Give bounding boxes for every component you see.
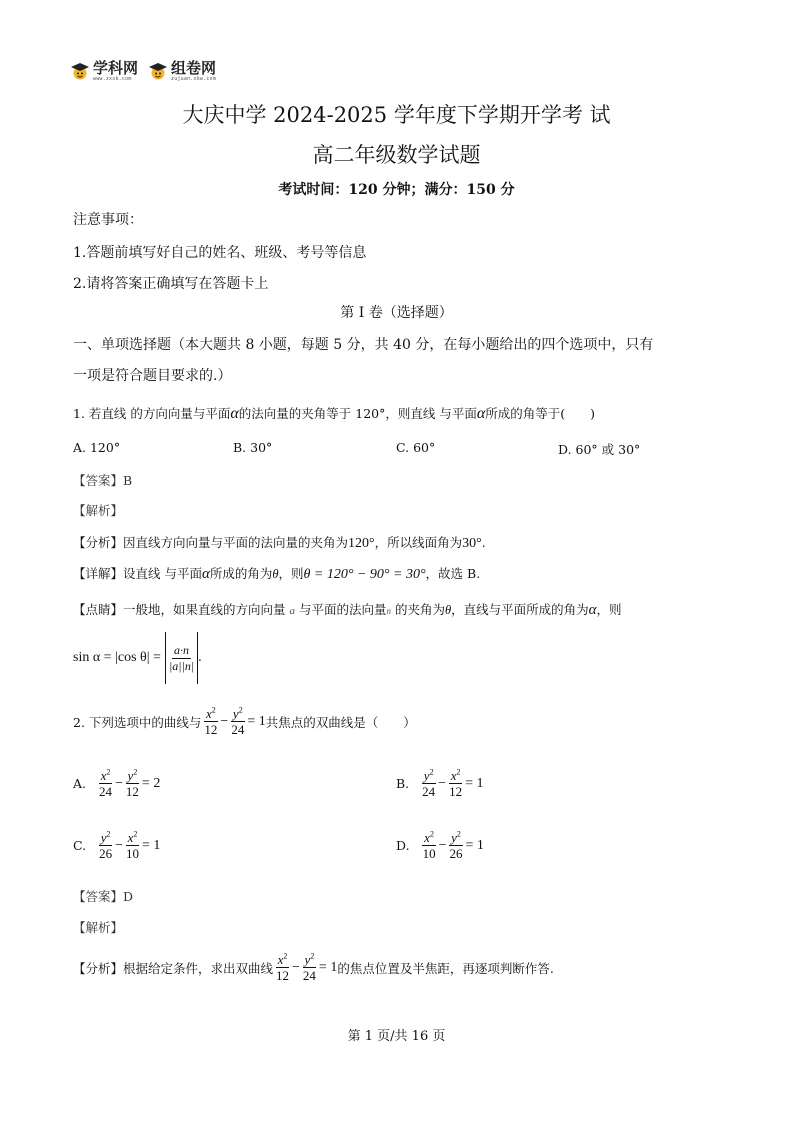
q1-xiangjie-part: 【详解】设直线 与平面 [73, 566, 202, 581]
alpha-symbol: α [588, 602, 597, 618]
fraction: $\frac{y^2}{24}$ [231, 705, 245, 737]
q1-stem-part: 1. 若直线 的方向向量与平面 [73, 406, 231, 421]
q2-option-a: A. $\frac{x^2}{24}$ − $\frac{y^2}{12}$ = 2 [73, 767, 161, 799]
q1-angle: 30° [462, 536, 482, 551]
zxxk-logo-text: 学科网 [93, 59, 139, 77]
q1-xiangjie-part: ，故选 B. [425, 566, 481, 581]
formula-left: sin α = |cos θ| = [73, 650, 161, 665]
exam-title: 大庆中学 2024-2025 学年度下学期开学考 试 [182, 103, 611, 127]
q2-option-b: B. $\frac{y^2}{24}$ − $\frac{x^2}{12}$ = 1 [396, 767, 484, 799]
q1-fenxi-part: . [481, 535, 486, 550]
q2-fenxi-part: 的焦点位置及半焦距，再逐项判断作答. [337, 960, 554, 976]
q1-dianjing-part: 【点睛】一般地，如果直线的方向向量 [73, 602, 286, 617]
part1-heading-line1: 一、单项选择题（本大题共 8 小题，每题 5 分，共 40 分，在每小题给出的四个选项中，只有 [73, 337, 654, 353]
q1-dianjing-part: 的夹角为 [394, 602, 445, 617]
q2-option-c: C. $\frac{y^2}{26}$ − $\frac{x^2}{10}$ = 1 [73, 829, 161, 861]
zxxk-logo [70, 60, 138, 82]
q1-stem-part: 所成的角等于( ) [485, 406, 596, 421]
zujuan-logo-url: zujuan.xkw.com [171, 76, 216, 82]
mortarboard-icon [70, 62, 90, 80]
section-title: 第 I 卷（选择题） [340, 305, 453, 321]
alpha-symbol: α [230, 405, 239, 422]
vector-n: n [386, 606, 391, 616]
q2-stem-part: 共焦点的双曲线是（ ） [265, 714, 416, 730]
zujuan-logo [148, 60, 216, 82]
q1-stem-part: 的法向量的夹角等于 120°，则直线 与平面 [238, 406, 477, 421]
q1-dianjing-part: ，则 [596, 602, 622, 617]
note-1: 1.答题前填写好自己的姓名、班级、考号等信息 [73, 245, 367, 261]
page-footer: 第 1 页/共 16 页 [347, 1029, 446, 1044]
header-logos [70, 60, 216, 82]
exam-subtitle: 高二年级数学试题 [312, 143, 481, 167]
q1-analysis-label: 【解析】 [73, 503, 124, 518]
alpha-symbol: α [476, 405, 486, 422]
q1-dianjing [73, 600, 622, 619]
q2-stem-part: 2. 下列选项中的曲线与 [73, 714, 202, 730]
q1-option-b: B. 30° [233, 440, 273, 455]
formula-num: a·n [174, 642, 190, 657]
zxxk-logo-url: www.zxxk.com [93, 76, 132, 82]
q1-xiangjie-part: ，则 [278, 566, 304, 581]
formula-den: |a||n| [168, 658, 195, 673]
q1-fenxi [73, 533, 486, 552]
theta-symbol: θ [272, 567, 279, 581]
q1-fenxi-part: 【分析】因直线方向向量与平面的法向量的夹角为 [73, 535, 349, 550]
formula-end: . [198, 650, 202, 665]
q2-analysis-label: 【解析】 [73, 920, 124, 935]
zujuan-logo-text: 组卷网 [171, 59, 217, 77]
exam-time-info: 考试时间：120 分钟；满分：150 分 [278, 182, 515, 198]
part1-heading-line2: 一项是符合题目要求的.） [73, 368, 232, 384]
q1-xiangjie-part: 所成的角为 [209, 566, 273, 581]
q1-option-c: C. 60° [396, 440, 436, 455]
q1-option-d: D. 60° 或 30° [558, 442, 641, 457]
theta-symbol: θ [445, 603, 452, 617]
alpha-symbol: α [201, 566, 210, 582]
note-2: 2.请将答案正确填写在答题卡上 [73, 276, 269, 292]
mortarboard-icon [148, 62, 168, 80]
q1-dianjing-part: 与平面的法向量 [298, 602, 387, 617]
q1-angle: 120° [348, 536, 375, 551]
q1-equation: θ = 120° − 90° = 30° [303, 567, 426, 582]
q1-dianjing-part: ，直线与平面所成的角为 [451, 602, 589, 617]
q1-xiangjie [73, 564, 480, 583]
notes-label: 注意事项： [73, 212, 143, 228]
q1-fenxi-part: ，所以线面角为 [374, 535, 463, 550]
q1-answer: 【答案】B [73, 473, 133, 488]
q1-option-a: A. 120° [73, 440, 121, 455]
q2-option-d: D. $\frac{x^2}{10}$ − $\frac{y^2}{26}$ = 1 [396, 829, 484, 861]
vector-a: a [289, 605, 295, 617]
abs-bar [165, 632, 166, 684]
q2-answer: 【答案】D [73, 889, 134, 904]
q1-formula [73, 632, 202, 684]
formula-fraction [167, 643, 196, 674]
q1-stem [73, 404, 595, 423]
fraction: $\frac{x^2}{12}$ [204, 705, 218, 737]
q2-fenxi: 【分析】根据给定条件，求出双曲线 $\frac{x^2}{12}$ − $\frac{y^2}{24}$ = 1 的焦点位置及半焦距，再逐项判断作答. [73, 951, 554, 983]
q2-stem: 2. 下列选项中的曲线与 $\frac{x^2}{12}$ − $\frac{y^2}{24}$ = 1 共焦点的双曲线是（ ） [73, 705, 416, 737]
q2-fenxi-part: 【分析】根据给定条件，求出双曲线 [73, 960, 274, 976]
